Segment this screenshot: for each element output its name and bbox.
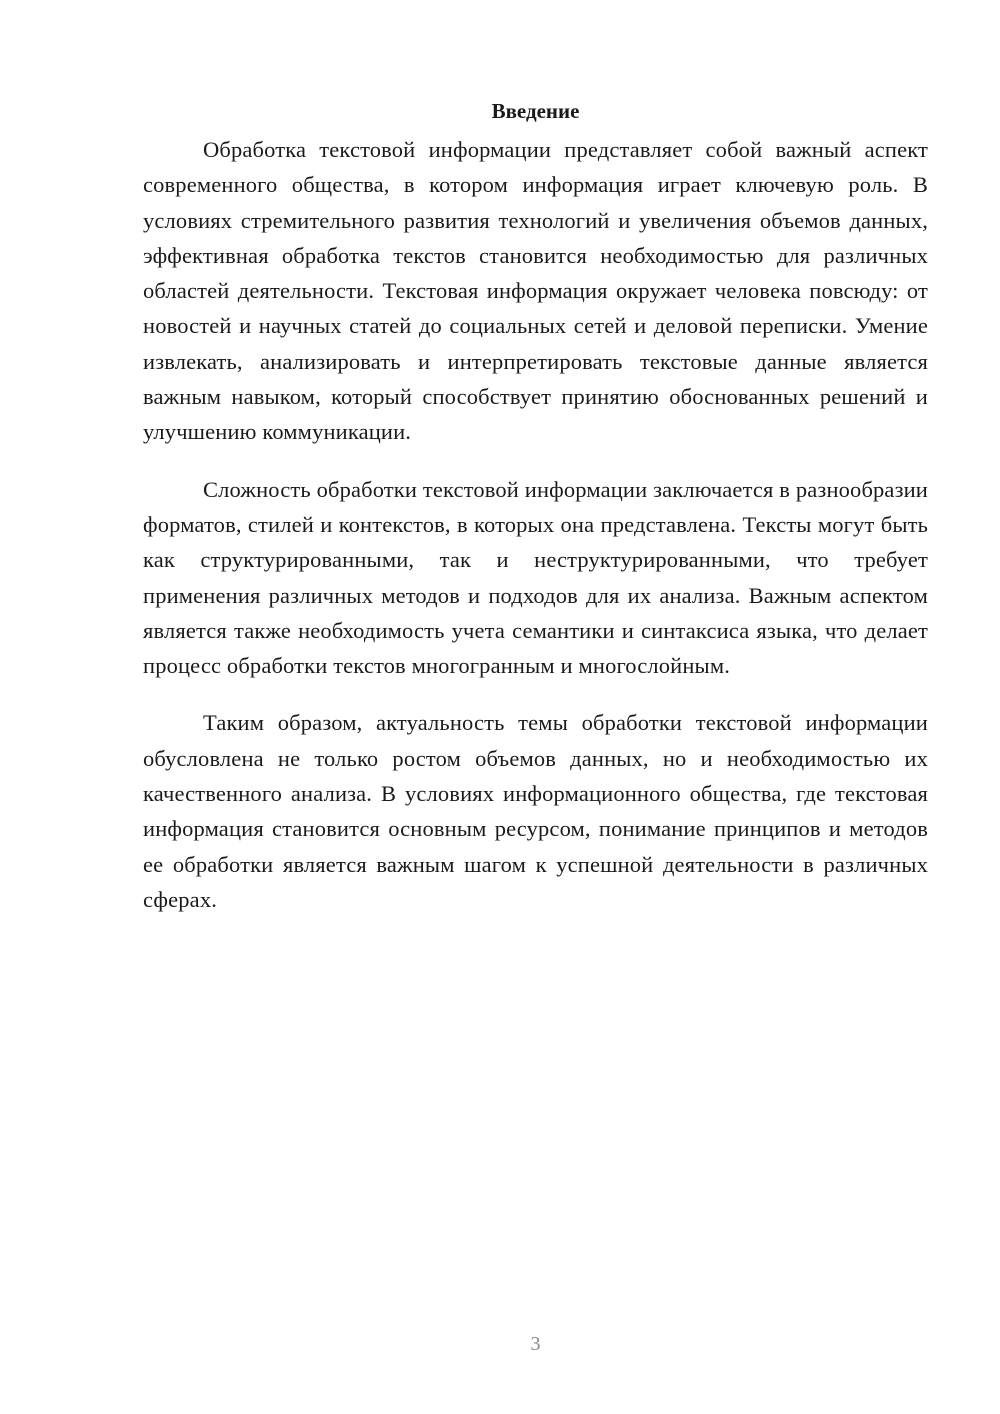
paragraph-1: Обработка текстовой информации представляет собой важный аспект современного общества, в котором информация играет ключевую роль. В условиях стремительного развития технологий и увеличения объемов данных, эффективная обработка текстов становится необходимостью для различных областей деятельности. Текстовая информация окружает человека повсюду: от новостей и научных статей до социальных сетей и деловой переписки. Умение извлекать, анализировать и интерпретировать текстовые данные является важным навыком, который способствует принятию обоснованных решений и улучшению коммуникации. (143, 137, 928, 445)
paragraph-3: Таким образом, актуальность темы обработки текстовой информации обусловлена не только ростом объемов данных, но и необходимостью их качественного анализа. В условиях информационного общества, где текстовая информация становится основным ресурсом, понимание принципов и методов ее обработки является важным шагом к успешной деятельности в различных сферах. (143, 710, 928, 912)
paragraph-2: Сложность обработки текстовой информации заключается в разнообразии форматов, стилей и контекстов, в которых она представлена. Тексты могут быть как структурированными, так и неструктурированными, что требует применения различных методов и подходов для их анализа. Важным аспектом является также необходимость учета семантики и синтаксиса языка, что делает процесс обработки текстов многогранным и многослойным. (143, 476, 928, 679)
page-number: 3 (530, 1333, 541, 1355)
section-heading: Введение (491, 99, 580, 123)
page-body (143, 96, 928, 939)
